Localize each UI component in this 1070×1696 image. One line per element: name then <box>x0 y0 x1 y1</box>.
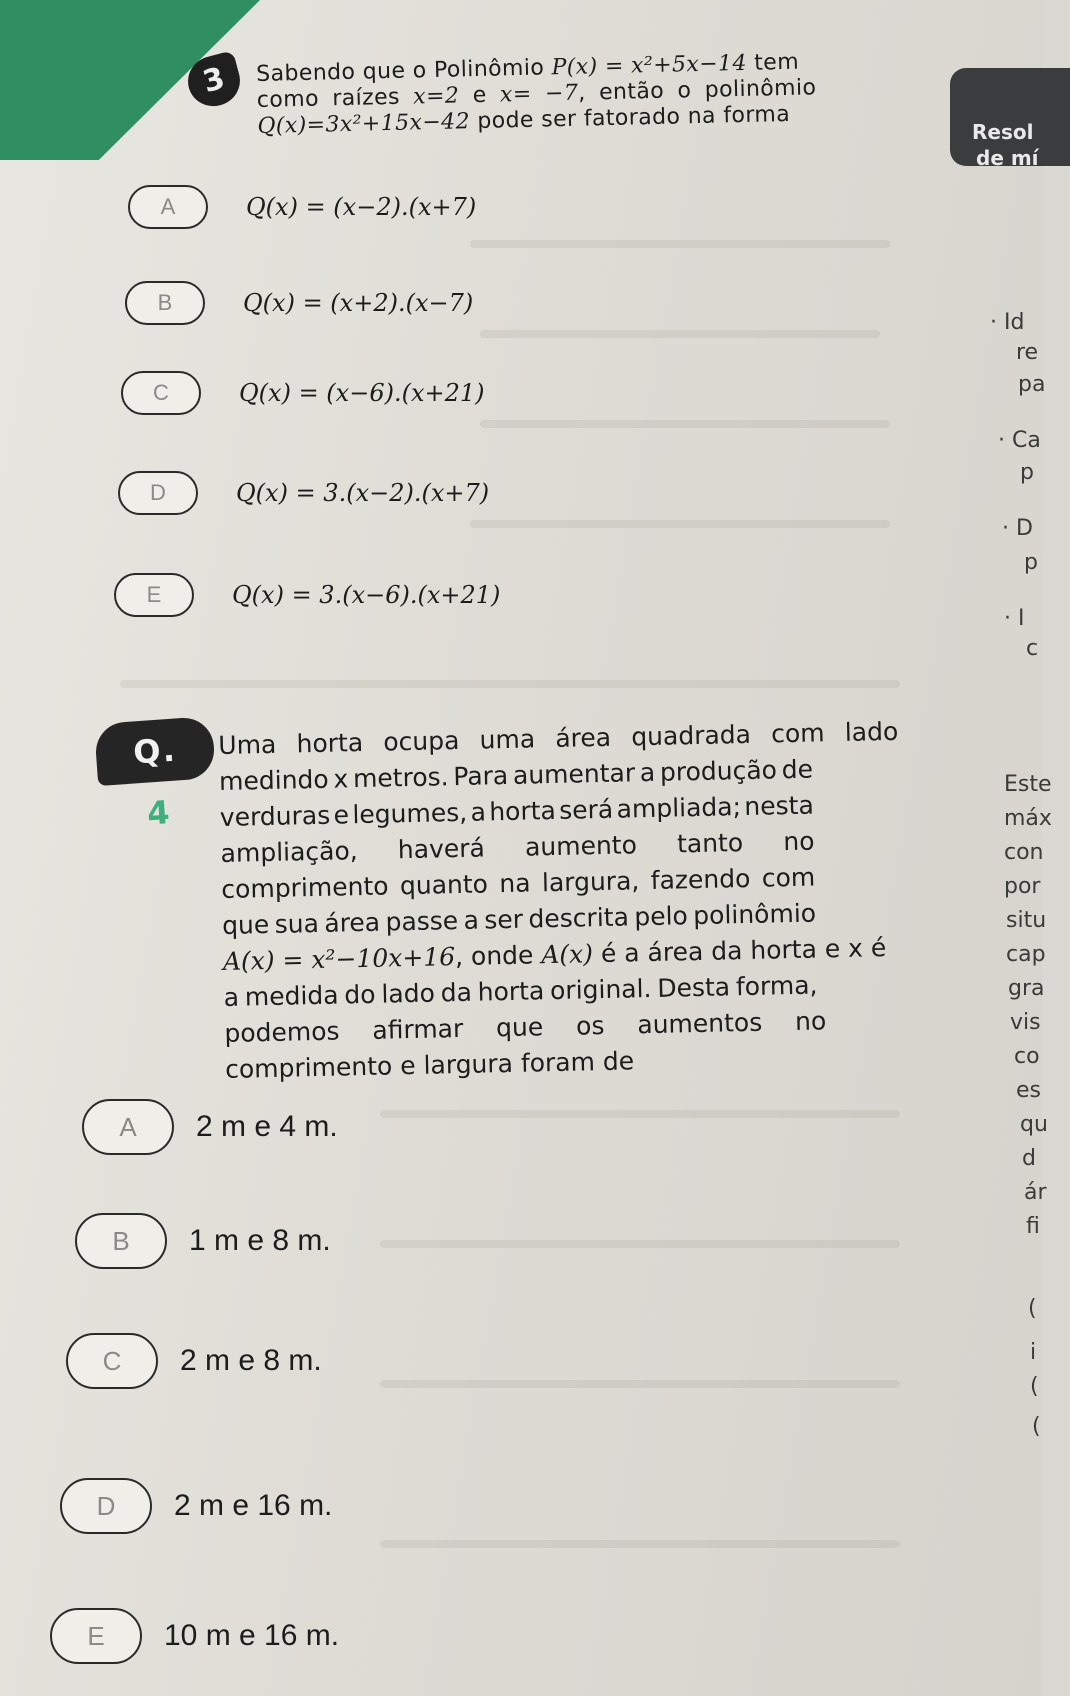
q3-line-3: Q(x)=3x²+15x−42 pode ser fatorado na forma <box>257 101 791 139</box>
margin-fragment: c <box>1026 636 1039 661</box>
show-through-line <box>470 240 890 248</box>
q4-line-1: Uma horta ocupa uma área quadrada com lado <box>218 716 899 760</box>
margin-fragment: por <box>1004 874 1041 899</box>
margin-fragment: pa <box>1018 372 1046 397</box>
q4-line-9: podemos afirmar que os aumentos no <box>224 1006 827 1048</box>
option-letter-bubble[interactable]: C <box>121 371 201 415</box>
option-text: 2 m e 8 m. <box>180 1344 322 1377</box>
show-through-line <box>380 1380 900 1388</box>
q4-option-c[interactable] <box>66 1333 322 1389</box>
option-letter-bubble[interactable]: A <box>82 1099 174 1155</box>
margin-fragment: co <box>1014 1044 1040 1069</box>
show-through-line <box>380 1110 900 1118</box>
margin-fragment: re <box>1016 340 1039 365</box>
option-text: Q(x) = 3.(x−2).(x+7) <box>236 479 490 507</box>
margin-fragment: · D <box>1002 516 1033 541</box>
show-through-line <box>480 420 890 428</box>
margin-fragment: máx <box>1004 806 1052 831</box>
q4-option-a[interactable] <box>82 1099 338 1155</box>
q4-line-10: comprimento e largura foram de <box>224 1046 635 1084</box>
margin-fragment: · Ca <box>998 428 1041 453</box>
option-text: Q(x) = 3.(x−6).(x+21) <box>232 581 501 609</box>
option-letter-bubble[interactable]: D <box>60 1478 152 1534</box>
q4-line-3: verduras e legumes, a horta será ampliada; nesta <box>219 790 815 832</box>
option-letter-bubble[interactable]: E <box>50 1608 142 1664</box>
margin-fragment: fi <box>1026 1214 1040 1239</box>
margin-fragment: Este <box>1004 772 1052 797</box>
question-3-badge: 3 <box>182 50 245 112</box>
margin-fragment: qu <box>1020 1112 1048 1137</box>
question-3-statement <box>256 48 878 140</box>
option-letter-bubble[interactable]: D <box>118 471 198 515</box>
option-letter-bubble[interactable]: B <box>125 281 205 325</box>
option-text: 2 m e 4 m. <box>196 1110 338 1143</box>
option-letter-bubble[interactable]: A <box>128 185 208 229</box>
margin-fragment: d <box>1022 1146 1036 1171</box>
q4-line-5: comprimento quanto na largura, fazendo com <box>221 862 816 904</box>
side-panel-tab <box>950 68 1070 170</box>
q4-option-b[interactable] <box>75 1213 331 1269</box>
margin-fragment: con <box>1004 840 1044 865</box>
option-text: 1 m e 8 m. <box>189 1224 331 1257</box>
margin-fragment: ( <box>1032 1414 1041 1439</box>
q4-option-d[interactable] <box>60 1478 332 1534</box>
side-panel-subtitle: de mí <box>976 146 1039 170</box>
q4-line-4: ampliação, haverá aumento tanto no <box>220 826 815 868</box>
show-through-line <box>480 330 880 338</box>
show-through-line <box>380 1240 900 1248</box>
margin-fragment: ár <box>1024 1180 1047 1205</box>
show-through-line <box>380 1540 900 1548</box>
q3-option-a[interactable] <box>128 185 476 229</box>
option-text: 2 m e 16 m. <box>174 1489 333 1522</box>
option-text: Q(x) = (x+2).(x−7) <box>243 289 474 317</box>
margin-fragment: vis <box>1010 1010 1041 1035</box>
q3-option-c[interactable] <box>121 371 484 415</box>
q3-line-2: como raízes x=2 e x= −7, então o polinômio <box>256 75 817 113</box>
margin-fragment: es <box>1016 1078 1041 1103</box>
q4-line-8: a medida do lado da horta original. Desta forma, <box>223 970 818 1012</box>
show-through-line <box>470 520 890 528</box>
option-text: Q(x) = (x−2).(x+7) <box>246 193 477 221</box>
q3-option-b[interactable] <box>125 281 473 325</box>
option-text: 10 m e 16 m. <box>164 1619 340 1652</box>
margin-fragment: gra <box>1008 976 1045 1001</box>
option-letter-bubble[interactable]: B <box>75 1213 167 1269</box>
question-4-statement <box>218 714 905 1088</box>
margin-fragment: p <box>1020 460 1034 485</box>
margin-fragment: p <box>1024 550 1038 575</box>
margin-fragment: i <box>1030 1340 1037 1365</box>
q4-line-2: medindo x metros. Para aumentar a produção de <box>218 754 814 796</box>
q4-line-7: A(x) = x²−10x+16 , onde A(x) é a área da horta e x é <box>222 933 887 976</box>
margin-fragment: situ <box>1006 908 1047 933</box>
show-through-line <box>120 680 900 688</box>
option-letter-bubble[interactable]: E <box>114 573 194 617</box>
margin-fragment: · Id <box>990 310 1025 335</box>
question-4-badge: Q. 4 <box>94 716 216 786</box>
margin-fragment: ( <box>1030 1374 1039 1399</box>
option-text: Q(x) = (x−6).(x+21) <box>239 379 485 407</box>
margin-fragment: cap <box>1006 942 1046 967</box>
q3-option-d[interactable] <box>118 471 489 515</box>
side-panel-title: Resol <box>972 120 1034 144</box>
margin-fragment: ( <box>1028 1296 1037 1321</box>
q3-option-e[interactable] <box>114 573 500 617</box>
q4-line-6: que sua área passe a ser descrita pelo polinômio <box>221 898 817 940</box>
q4-option-e[interactable] <box>50 1608 339 1664</box>
q3-line-1: Sabendo que o Polinômio P(x) = x²+5x−14 tem <box>256 49 800 87</box>
option-letter-bubble[interactable]: C <box>66 1333 158 1389</box>
margin-fragment: · I <box>1004 606 1025 631</box>
